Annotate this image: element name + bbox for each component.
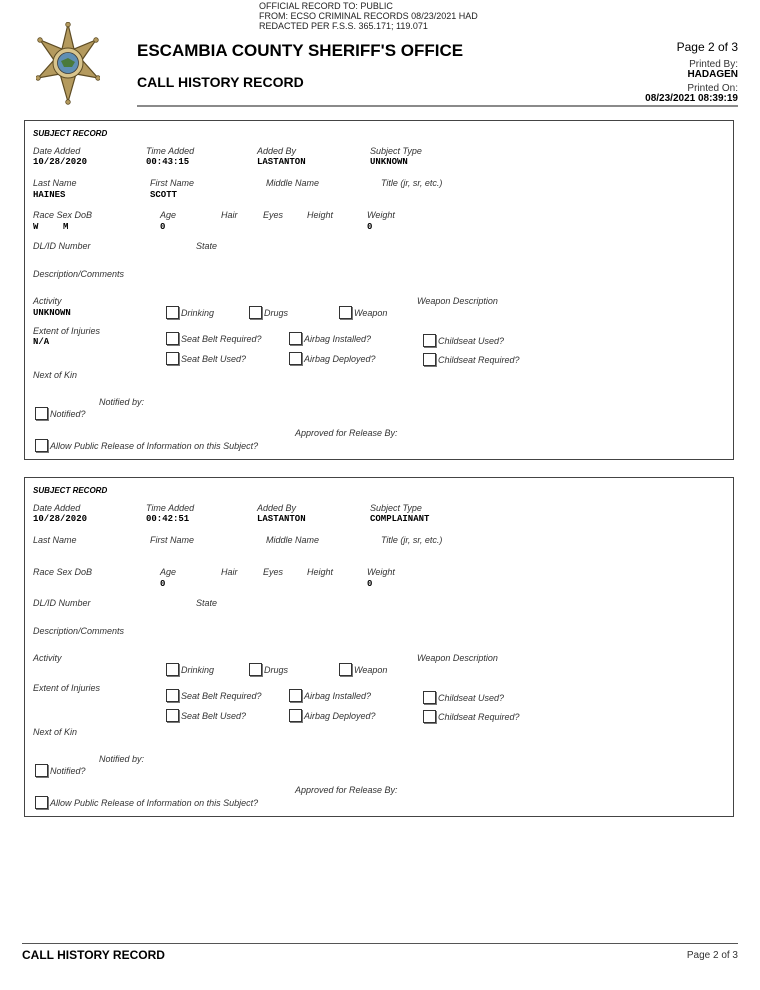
subject-record-panel: [24, 477, 734, 817]
hair-label: Hair: [221, 567, 238, 577]
age-label: Age: [160, 210, 177, 220]
footer-divider: [22, 943, 738, 944]
checkbox-square: [166, 709, 179, 722]
state-label: State: [196, 241, 218, 251]
checkbox-square: [423, 353, 436, 366]
header-divider: [137, 105, 738, 107]
notified-by-label: Notified by:: [99, 754, 145, 764]
extent-of-injuries-label: Extent of Injuries: [33, 326, 101, 336]
weapon-checkbox[interactable]: [339, 663, 387, 676]
weight-value: 0: [367, 579, 373, 589]
drinking-label: Drinking: [181, 307, 215, 318]
time-added-value: 00:43:15: [146, 157, 190, 167]
subject-type-label: Subject Type: [370, 503, 422, 513]
race-sex-dob-label: Race Sex DoB: [33, 210, 93, 220]
drinking-label: Drinking: [181, 664, 215, 675]
section-title: SUBJECT RECORD: [33, 486, 108, 495]
notified-checkbox[interactable]: [35, 764, 86, 777]
subject-type-value: UNKNOWN: [370, 157, 408, 167]
sheriff-star-badge-icon: [36, 22, 100, 106]
approved-by-label: Approved for Release By:: [295, 785, 398, 795]
checkbox-square: [339, 306, 352, 319]
race-value: W: [33, 222, 39, 232]
activity-value: UNKNOWN: [33, 308, 71, 318]
airbag-deployed-checkbox[interactable]: [289, 709, 376, 722]
drugs-label: Drugs: [264, 307, 289, 318]
added-by-value: LASTANTON: [257, 157, 306, 167]
airbag-installed-label: Airbag Installed?: [304, 333, 372, 344]
childseat-used-checkbox[interactable]: [423, 691, 504, 704]
report-title: CALL HISTORY RECORD: [137, 74, 304, 90]
middle-name-label: Middle Name: [266, 178, 320, 188]
checkbox-square: [339, 663, 352, 676]
next-of-kin-label: Next of Kin: [33, 370, 78, 380]
drugs-checkbox[interactable]: [249, 306, 288, 319]
time-added-label: Time Added: [146, 503, 195, 513]
approved-by-label: Approved for Release By:: [295, 428, 398, 438]
checkbox-square: [166, 352, 179, 365]
extent-of-injuries-label: Extent of Injuries: [33, 683, 101, 693]
seat-belt-used-checkbox[interactable]: [166, 352, 246, 365]
time-added-value: 00:42:51: [146, 514, 190, 524]
activity-label: Activity: [33, 296, 62, 306]
allow-release-checkbox[interactable]: [35, 439, 258, 452]
airbag-deployed-label: Airbag Deployed?: [304, 353, 376, 364]
checkbox-square: [289, 709, 302, 722]
first-name-value: SCOTT: [150, 190, 178, 200]
first-name-label: First Name: [150, 535, 195, 545]
next-of-kin-label: Next of Kin: [33, 727, 78, 737]
last-name-label: Last Name: [33, 178, 77, 188]
checkbox-square: [35, 764, 48, 777]
weight-value: 0: [367, 222, 373, 232]
seat-belt-used-checkbox[interactable]: [166, 709, 246, 722]
drinking-checkbox[interactable]: [166, 306, 214, 319]
name-title-label: Title (jr, sr, etc.): [381, 178, 443, 188]
printed-by-label: Printed By:: [689, 59, 738, 70]
checkbox-square: [35, 439, 48, 452]
checkbox-square: [35, 796, 48, 809]
subject-record-panel: [24, 120, 734, 460]
description-label: Description/Comments: [33, 269, 125, 279]
checkbox-square: [289, 332, 302, 345]
drugs-label: Drugs: [264, 664, 289, 675]
allow-release-label: Allow Public Release of Information on this Subject?: [50, 797, 259, 808]
checkbox-square: [35, 407, 48, 420]
weapon-description-label: Weapon Description: [417, 296, 498, 306]
checkbox-square: [166, 306, 179, 319]
weight-label: Weight: [367, 567, 395, 577]
childseat-used-checkbox[interactable]: [423, 334, 504, 347]
weapon-label: Weapon: [354, 307, 388, 318]
childseat-used-label: Childseat Used?: [438, 335, 505, 346]
added-by-value: LASTANTON: [257, 514, 306, 524]
seat-belt-required-checkbox[interactable]: [166, 689, 262, 702]
release-notice-line-3: REDACTED PER F.S.S. 365.171; 119.071: [259, 21, 428, 31]
printed-by-value: HADAGEN: [687, 69, 738, 80]
seat-belt-used-label: Seat Belt Used?: [181, 353, 247, 364]
dl-id-label: DL/ID Number: [33, 598, 91, 608]
childseat-required-label: Childseat Required?: [438, 354, 520, 365]
added-by-label: Added By: [257, 503, 297, 513]
first-name-label: First Name: [150, 178, 195, 188]
weapon-label: Weapon: [354, 664, 388, 675]
height-label: Height: [307, 567, 334, 577]
seat-belt-required-checkbox[interactable]: [166, 332, 262, 345]
eyes-label: Eyes: [263, 567, 284, 577]
date-added-label: Date Added: [33, 503, 81, 513]
footer-page-number: Page 2 of 3: [686, 950, 738, 961]
race-sex-dob-label: Race Sex DoB: [33, 567, 93, 577]
middle-name-label: Middle Name: [266, 535, 320, 545]
age-label: Age: [160, 567, 177, 577]
airbag-installed-checkbox[interactable]: [289, 332, 371, 345]
subject-type-label: Subject Type: [370, 146, 422, 156]
printed-on-label: Printed On:: [687, 83, 738, 94]
added-by-label: Added By: [257, 146, 297, 156]
footer-title: CALL HISTORY RECORD: [22, 948, 165, 962]
time-added-label: Time Added: [146, 146, 195, 156]
eyes-label: Eyes: [263, 210, 284, 220]
airbag-installed-label: Airbag Installed?: [304, 690, 372, 701]
dl-id-label: DL/ID Number: [33, 241, 91, 251]
injuries-value: N/A: [33, 337, 50, 347]
drugs-checkbox[interactable]: [249, 663, 288, 676]
age-value: 0: [160, 579, 166, 589]
date-added-label: Date Added: [33, 146, 81, 156]
seat-belt-required-label: Seat Belt Required?: [181, 333, 262, 344]
date-added-value: 10/28/2020: [33, 157, 88, 167]
notified-checkbox[interactable]: [35, 407, 86, 420]
airbag-installed-checkbox[interactable]: [289, 689, 371, 702]
seat-belt-required-label: Seat Belt Required?: [181, 690, 262, 701]
release-notice-line-2: FROM: ECSO CRIMINAL RECORDS 08/23/2021 HAD: [259, 11, 478, 21]
release-notice-line-1: OFFICIAL RECORD TO: PUBLIC: [259, 1, 393, 11]
allow-release-checkbox[interactable]: [35, 796, 258, 809]
airbag-deployed-checkbox[interactable]: [289, 352, 376, 365]
checkbox-square: [289, 689, 302, 702]
checkbox-square: [249, 663, 262, 676]
notified-label: Notified?: [50, 765, 86, 776]
checkbox-square: [249, 306, 262, 319]
subject-type-value: COMPLAINANT: [370, 514, 430, 524]
weight-label: Weight: [367, 210, 395, 220]
checkbox-square: [423, 334, 436, 347]
height-label: Height: [307, 210, 334, 220]
last-name-value: HAINES: [33, 190, 66, 200]
weapon-checkbox[interactable]: [339, 306, 387, 319]
printed-on-value: 08/23/2021 08:39:19: [645, 93, 738, 104]
airbag-deployed-label: Airbag Deployed?: [304, 710, 376, 721]
notified-by-label: Notified by:: [99, 397, 145, 407]
page-number: Page 2 of 3: [676, 40, 738, 54]
last-name-label: Last Name: [33, 535, 77, 545]
date-added-value: 10/28/2020: [33, 514, 88, 524]
childseat-used-label: Childseat Used?: [438, 692, 505, 703]
checkbox-square: [166, 663, 179, 676]
notified-label: Notified?: [50, 408, 86, 419]
checkbox-square: [289, 352, 302, 365]
hair-label: Hair: [221, 210, 238, 220]
seat-belt-used-label: Seat Belt Used?: [181, 710, 247, 721]
checkbox-square: [423, 691, 436, 704]
age-value: 0: [160, 222, 166, 232]
childseat-required-checkbox[interactable]: [423, 353, 520, 366]
agency-name: ESCAMBIA COUNTY SHERIFF'S OFFICE: [137, 41, 464, 60]
sex-value: M: [63, 222, 69, 232]
checkbox-square: [166, 332, 179, 345]
checkbox-square: [166, 689, 179, 702]
childseat-required-checkbox[interactable]: [423, 710, 520, 723]
checkbox-square: [423, 710, 436, 723]
name-title-label: Title (jr, sr, etc.): [381, 535, 443, 545]
description-label: Description/Comments: [33, 626, 125, 636]
weapon-description-label: Weapon Description: [417, 653, 498, 663]
state-label: State: [196, 598, 218, 608]
activity-label: Activity: [33, 653, 62, 663]
section-title: SUBJECT RECORD: [33, 129, 108, 138]
childseat-required-label: Childseat Required?: [438, 711, 520, 722]
drinking-checkbox[interactable]: [166, 663, 214, 676]
allow-release-label: Allow Public Release of Information on this Subject?: [50, 440, 259, 451]
